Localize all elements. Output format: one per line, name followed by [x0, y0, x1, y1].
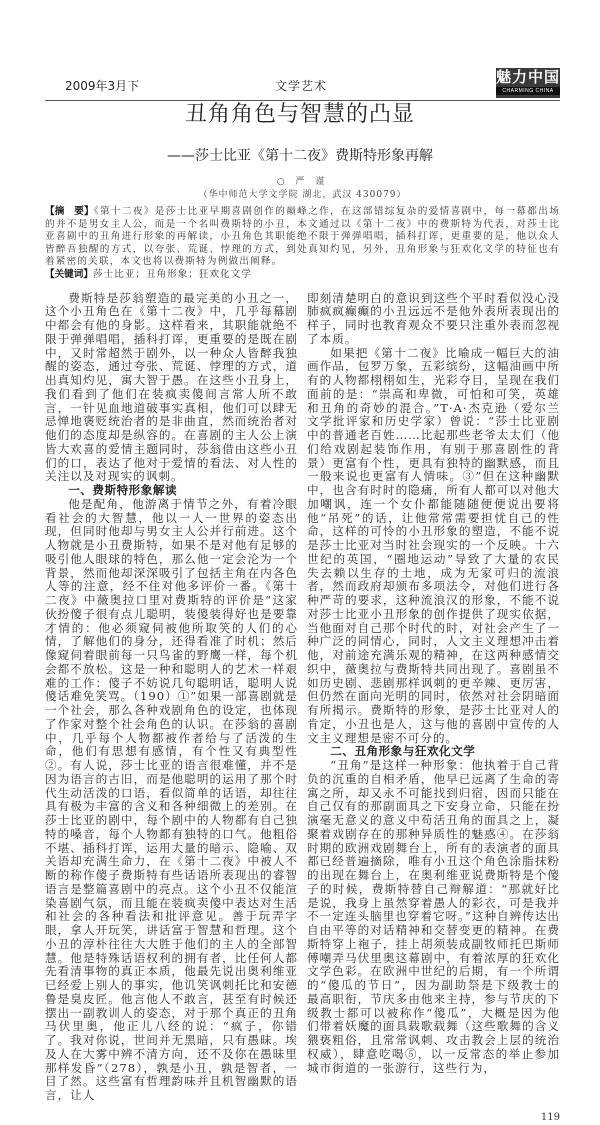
article-subtitle: ——莎士比亚《第十二夜》费斯特形象再解 [167, 148, 433, 164]
keywords [45, 269, 560, 282]
body-column-left [45, 292, 298, 1103]
page-number: 119 [540, 1111, 560, 1123]
body-column-right [307, 292, 560, 1076]
author: ○ 严 谨 [276, 177, 329, 187]
abstract-text: 《第十二夜》是莎士比亚早期喜剧创作的巅峰之作，在这部错综复杂的爱情喜剧中，每一幕都出场的并不是男女主人公，而是一个名叫费斯特的小丑，本文通过以《第十二夜》中的费斯特为代表，对莎士比亚喜剧中的丑角进行形象的再解读，小丑角色其职能绝不限于弹弹唱唱，插科打诨，更重要的是，他以众人皆醉吾独醒的方式，以夸张、荒诞、悖理的方式，到处真知灼见，另外，丑角形象与狂欢化文学的特征也有着紧密的关联，本文也将以费斯特为例做出阐释。 [45, 206, 560, 268]
section-name: 文学艺术 [275, 79, 328, 93]
paragraph: 如果把《第十二夜》比喻成一幅巨大的油画作品，包罗万象，五彩缤纷，这幅油画中所有的人物都栩栩如生，光彩夺目，呈现在我们面前的是：“崇高和卑微，可怕和可笑，英雄和丑角的奇妙的混合。”T·A·杰克逊（爱尔兰文学批评家和历史学家）曾说：“莎士比亚剧中的普通老百姓……比起那些老爷太太们（他们给戏剧起装饰作用，有别于那喜剧性的背景）更富有个性，更具有独特的幽默感，而且一般来说也更富有人情味。③”但在这种幽默中，也含有时时的隐痛，所有人都可以对他大加嘲讽，连一个女仆都能随随便便说出要将他“吊死”的话，让他常常需要担忧自己的性命，这样的可怜的小丑形象的塑造，不能不说是莎士比亚对当时社会现实的一个反映。十六世纪的英国，“圈地运动”导致了大量的农民失去赖以生存的土地，成为无家可归的流浪者，然而政府却颁布多项法令，对他们进行各种严苛的要求，这种流浪汉的形象，不能不说对莎士比亚小丑形象的创作提供了现实依据，当他面对自己那个时代的时，对社会产生了一种广泛的同情心，同时，人文主义理想冲击着他，对前途充满乐观的精神，在这两种感情交织中，薇奥拉与费斯特共同出现了。喜剧虽不如历史剧、悲剧那样讽刺的更辛辣、更厉害，但仍然在面向光明的同时，依然对社会阴暗面有所揭示。费斯特的形象，是莎士比亚对人的肯定，小丑也是人，这与他的喜剧中宣传的人文主义理想是密不可分的。 [307, 345, 560, 745]
paragraph: 即刻清楚明白的意识到这些个平时看似没心没肺疯疯癫癫的小丑远远不是他外表所表现出的样子，同时也教育观众不要只注重外表而忽视了本质。 [307, 290, 560, 346]
keywords-text: 莎士比亚；丑角形象；狂欢化文学 [92, 268, 252, 280]
section-heading: 一、费斯特形象解读 [68, 483, 178, 498]
logo-chinese-text: 魅力中国 [496, 68, 561, 86]
keywords-label: 【关键词】 [45, 268, 93, 280]
section-heading: 二、丑角形象与狂欢化文学 [330, 744, 476, 759]
article-body [45, 176, 560, 1125]
abstract-label: 【摘 要】 [45, 206, 94, 217]
journal-logo [496, 68, 560, 98]
body-columns [45, 292, 560, 1103]
paragraph: “丑角”是这样一种形象：他执着于自己背负的沉重的自相矛盾，他早已远离了生命的寄寓之所，却又永不可能找到归宿，因而只能在自己仅有的那副面具之下安身立命，只能在扮演毫无意义的意义中苟活丑角的面具之上，凝聚着戏剧存在的那种异质性的魅惑④。在莎翁时期的欧洲戏剧舞台上，所有的表演者的面具都已经普遍摘除，唯有小丑这个角色涂脂抹粉的出现在舞台上，在奥利维亚说费斯特是个傻子的时候，费斯特替自己辩解道：“那就好比是说，我身上虽然穿着愚人的彩衣，可是我并不一定连头脑里也穿着它呀。”这种自辨传达出自由平等的对话精神和交替变更的精神。在费斯特穿上袍子，挂上胡须装成副牧师托巴斯师傅嘲弄马伏里奥这幕剧中，有着浓厚的狂欢化文学色彩。在欧洲中世纪的后期，有一个所谓的“傻瓜的节日”，因为副助祭是下级教士的最高职衔，节庆多由他来主持，参与节庆的下级教士都可以被称作“傻瓜”，大概是因为他们带着妖魔的面具载歌载舞（这些歌舞的含义猥亵粗俗，且常常讽刺、攻击教会上层的统治权威），肆意吃喝⑤，以一反常态的举止参加城市街道的一张游行，这些行为， [307, 758, 561, 1075]
article-title: 丑角角色与智慧的凸显 [184, 102, 415, 127]
affiliation: （华中师范大学文学院 湖北，武汉 430079） [198, 190, 407, 200]
running-header [45, 70, 560, 101]
issue-date: 2009年3月下 [65, 79, 140, 93]
paragraph: 费斯特是莎翁塑造的最完美的小丑之一，这个小丑角色在《第十二夜》中，几乎每幕剧中都会有他的身影。这样看来，其职能就绝不限于弹弹唱唱，插科打诨，更重要的是既在剧中，又时常超然于剧外，以一种众人皆醉我独醒的姿态，通过夸张、荒诞、悖理的方式，道出真知灼见，寓大智于愚。在这些小丑身上，我们看到了他们在装疯卖傻间言常人所不敢言，一针见血地道破事实真相，他们可以肆无忌惮地褒贬统治者的是非曲直，然而统治者对他们的态度却是纵容的。在喜剧的主人公上演皆大欢喜的爱情主题同时，莎翁借由这些小丑们的口，表达了他对于爱情的看法、对人性的关注以及对现实的讽刺。 [45, 290, 298, 484]
logo-english-text: CHARMING CHINA [496, 87, 560, 95]
abstract [45, 206, 560, 269]
paragraph: 他是配角，他游离于情节之外，有着冷眼看社会的大智慧，他以一人一世界的姿态出现，但同时他却与男女主人公并行前进。这个人物就是小丑费斯特，如果不是对他有足够的吸引他人眼球的特色，那么他一定会沦为一个背景，然而他却深深吸引了包括主角在内各色人等的注意，经不住对他多评价一番。《第十二夜》中薇奥拉口里对费斯特的评价是“这家伙扮傻子很有点儿聪明，装傻装得好也是要靠才情的：他必须窥伺被他所取笑的人们的心情，了解他们的身分，还得看准了时机；然后像窥伺着眼前每一只鸟雀的野鹰一样，每个机会都不放松。这是一种和聪明人的艺术一样艰难的工作：傻子不妨说几句聪明话，聪明人说傻话难免笑骂。（190）①”如果一部喜剧就是一个社会，那么各种戏剧角色的设定，也体现了作家对整个社会角色的认识。在莎翁的喜剧中，几乎每个人物都被作者给与了活泼的生命，他们有思想有感情，有个性又有典型性②。有人说，莎士比亚的语言很难懂，并不是因为语言的古旧，而是他聪明的运用了那个时代生动活泼的口语，看似简单的话语，却往往具有极为丰富的含义和各种细微上的差别。在莎士比亚的剧中，每个剧中的人物都有自己独特的嗓音，每个人物都有独特的口气。他粗俗不堪、插科打诨，运用大量的暗示、隐喻、双关语却充满生命力，在《第十二夜》中被人不断的称作傻子费斯特有些话语所表现出的睿智语言是整篇喜剧中的亮点。这个小丑不仅能渲染喜剧气氛，而且能在装疯卖傻中表达对生活和社会的各种看法和批评意见。善于玩弄字眼，拿人开玩笑，讲话富于智慧和哲理。这个小丑的淳朴往往大大胜于他们的主人的全部智慧。他是特殊话语权利的拥有者，比任何人都先看清事物的真正本质，他最先说出奥利维亚已经爱上别人的事实，他讥笑讽刺托比和安德鲁是臭皮匠。他言他人不敢言，甚至有时候还摆出一副教训人的姿态，对于那个真正的丑角马伏里奥，他正儿八经的说：“疯子，你错了。我对你说，世间并无黑暗，只有愚昧。埃及人在大雾中辨不清方向，还不及你在愚昧里那样发昏”（278），孰是小丑，孰是智者，一目了然。这些富有哲理韵味并且机智幽默的语言，让人 [45, 496, 298, 1103]
